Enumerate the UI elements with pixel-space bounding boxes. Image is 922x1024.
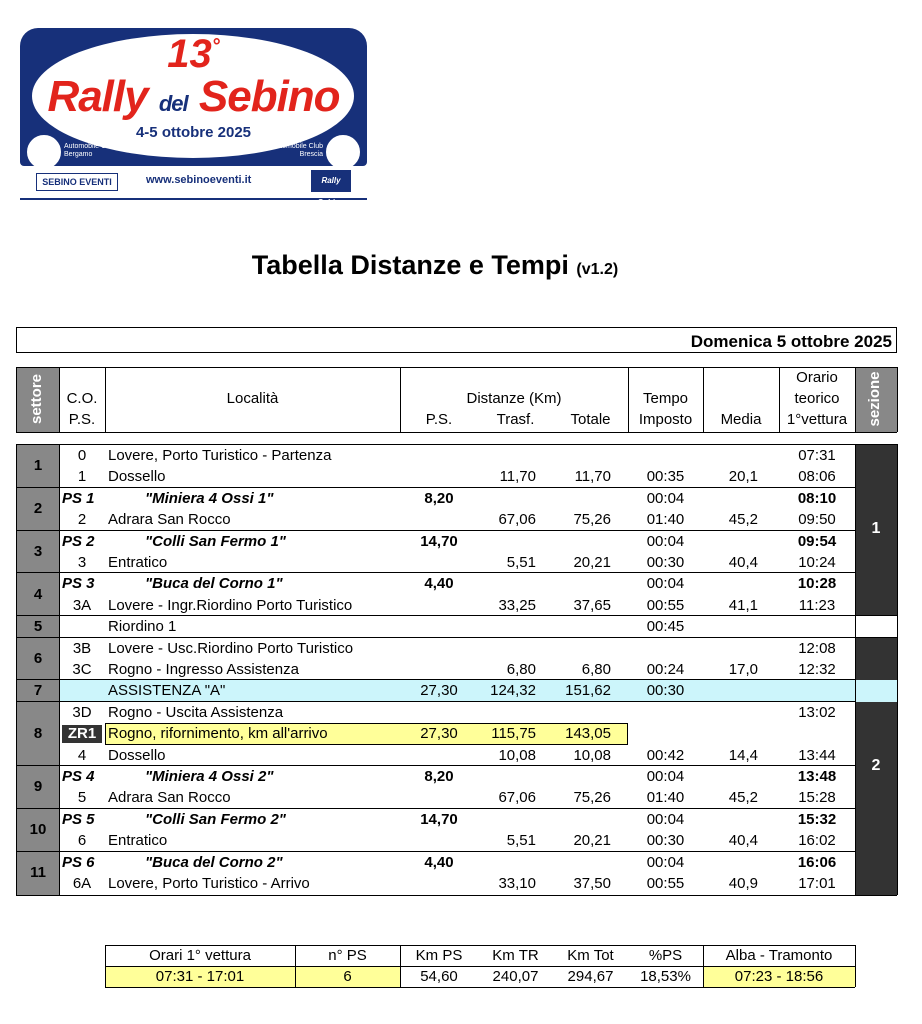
average-speed: 41,1 bbox=[728, 596, 758, 614]
imposed-time: 00:04 bbox=[646, 768, 685, 785]
total-km: 20,21 bbox=[573, 554, 611, 571]
settore-number: 9 bbox=[33, 778, 43, 796]
imposto-header: Imposto bbox=[638, 411, 693, 428]
total-km: 20,21 bbox=[573, 832, 611, 850]
location-name: Dossello bbox=[108, 746, 166, 764]
ps-km: 4,40 bbox=[424, 575, 454, 593]
stage-name: "Miniera 4 Ossi 2" bbox=[145, 768, 274, 785]
sezione-divider bbox=[855, 615, 897, 616]
localita-header: Località bbox=[226, 390, 279, 407]
scheduled-time: 17:01 bbox=[798, 875, 836, 892]
logo-edition: 13° bbox=[167, 32, 220, 76]
trasf-km: 67,06 bbox=[498, 511, 536, 529]
summary-bottom-line bbox=[105, 987, 855, 988]
scheduled-time: 16:06 bbox=[797, 853, 837, 871]
summary-value: 07:31 - 17:01 bbox=[155, 968, 245, 985]
dist-ps-header: P.S. bbox=[425, 411, 453, 428]
trasf-header: Trasf. bbox=[496, 411, 535, 428]
location-name: Rogno - Uscita Assistenza bbox=[108, 703, 284, 721]
imposed-time: 00:30 bbox=[646, 832, 685, 850]
scheduled-time: 10:28 bbox=[797, 575, 837, 593]
location-name: ASSISTENZA "A" bbox=[108, 682, 226, 700]
location-name: Lovere, Porto Turistico - Arrivo bbox=[108, 875, 310, 892]
trasf-km: 33,10 bbox=[498, 875, 536, 892]
club-left-label: Automobile Club Bergamo bbox=[64, 143, 116, 158]
header-col-line bbox=[16, 367, 17, 432]
header-col-line bbox=[897, 367, 898, 432]
trasf-km: 5,51 bbox=[506, 832, 536, 850]
total-km: 151,62 bbox=[565, 682, 611, 700]
location-name: Entratico bbox=[108, 832, 168, 850]
summary-value: 240,07 bbox=[492, 968, 539, 985]
settore-number: 11 bbox=[30, 864, 46, 881]
stage-name: "Buca del Corno 2" bbox=[145, 853, 283, 871]
scheduled-time: 09:54 bbox=[797, 532, 837, 550]
header-col-line bbox=[855, 367, 856, 432]
scheduled-time: 09:50 bbox=[798, 511, 836, 529]
scheduled-time: 13:02 bbox=[798, 703, 836, 721]
tempo-header: Tempo bbox=[642, 390, 689, 407]
orario-header-3: 1°vettura bbox=[786, 411, 848, 428]
average-speed: 14,4 bbox=[728, 746, 758, 764]
location-name: Lovere - Ingr.Riordino Porto Turistico bbox=[108, 596, 353, 614]
location-name: Adrara San Rocco bbox=[108, 511, 231, 529]
stage-code: PS 6 bbox=[62, 853, 95, 871]
logo-footer bbox=[20, 168, 367, 207]
control-code: ZR1 bbox=[67, 725, 97, 743]
control-code: 3D bbox=[72, 703, 92, 721]
trasf-km: 5,51 bbox=[506, 554, 536, 571]
scheduled-time: 08:06 bbox=[798, 468, 836, 486]
stage-code: PS 3 bbox=[62, 575, 95, 593]
scheduled-time: 15:32 bbox=[797, 810, 837, 828]
imposed-time: 00:30 bbox=[646, 682, 685, 700]
scheduled-time: 13:44 bbox=[798, 746, 836, 764]
settore-number: 8 bbox=[33, 724, 43, 742]
imposed-time: 00:35 bbox=[646, 468, 685, 486]
total-km: 37,50 bbox=[573, 875, 611, 892]
summary-value: 54,60 bbox=[420, 968, 458, 985]
orario-header-2: teorico bbox=[794, 390, 840, 407]
average-speed: 40,4 bbox=[728, 832, 758, 850]
day-header: Domenica 5 ottobre 2025 bbox=[16, 327, 897, 353]
control-code: 3B bbox=[72, 639, 92, 657]
total-km: 6,80 bbox=[581, 661, 611, 678]
stage-name: "Colli San Fermo 1" bbox=[145, 532, 286, 550]
body-col-line bbox=[897, 444, 898, 895]
imposed-time: 00:04 bbox=[646, 853, 685, 871]
logo-banner bbox=[20, 28, 367, 166]
average-speed: 17,0 bbox=[728, 661, 758, 678]
imposed-time: 00:30 bbox=[646, 554, 685, 571]
page-title: Tabella Distanze e Tempi (v1.2) bbox=[251, 250, 619, 280]
summary-header: %PS bbox=[648, 947, 683, 964]
control-code: 4 bbox=[77, 746, 87, 764]
club-right-label: Automobile Club Brescia bbox=[271, 143, 323, 158]
location-name: Entratico bbox=[108, 554, 168, 571]
trasf-km: 115,75 bbox=[491, 725, 536, 743]
settore-number: 7 bbox=[33, 682, 43, 700]
rally-logo bbox=[20, 28, 367, 207]
trasf-km: 67,06 bbox=[498, 789, 536, 807]
location-name: Adrara San Rocco bbox=[108, 789, 231, 807]
sezione-number: 1 bbox=[871, 520, 881, 538]
location-name: Rogno, rifornimento, km all'arrivo bbox=[108, 725, 328, 743]
stage-name: "Miniera 4 Ossi 1" bbox=[145, 489, 274, 507]
stage-code: PS 5 bbox=[62, 810, 95, 828]
imposed-time: 00:24 bbox=[646, 661, 685, 678]
sezione-header: sezione bbox=[866, 371, 883, 427]
summary-value: 6 bbox=[343, 968, 352, 985]
ps-km: 14,70 bbox=[420, 810, 458, 828]
sezione-divider bbox=[855, 637, 897, 638]
imposed-time: 00:04 bbox=[646, 489, 685, 507]
total-km: 37,65 bbox=[573, 596, 611, 614]
distanze-header: Distanze (Km) bbox=[466, 390, 562, 407]
summary-header: Orari 1° vettura bbox=[149, 947, 251, 964]
average-speed: 40,4 bbox=[728, 554, 758, 571]
trasf-km: 124,32 bbox=[490, 682, 536, 700]
rally-sebino-mini-logo: Rally Sebino bbox=[311, 170, 351, 192]
scheduled-time: 12:32 bbox=[798, 661, 836, 678]
logo-dates: 4-5 ottobre 2025 bbox=[135, 124, 252, 141]
location-name: Lovere, Porto Turistico - Partenza bbox=[108, 447, 332, 464]
scheduled-time: 15:28 bbox=[798, 789, 836, 807]
ps-header: P.S. bbox=[68, 411, 96, 428]
control-code: 3A bbox=[72, 596, 92, 614]
stage-name: "Buca del Corno 1" bbox=[145, 575, 283, 593]
summary-header: n° PS bbox=[328, 947, 367, 964]
trasf-km: 33,25 bbox=[498, 596, 536, 614]
orario-header-1: Orario bbox=[796, 369, 838, 386]
settore-number: 6 bbox=[33, 650, 43, 667]
total-km: 75,26 bbox=[573, 789, 611, 807]
imposed-time: 00:04 bbox=[646, 810, 685, 828]
control-code: 5 bbox=[77, 789, 87, 807]
summary-value: 294,67 bbox=[567, 968, 614, 985]
trasf-km: 11,70 bbox=[499, 468, 536, 486]
settore-number: 1 bbox=[33, 457, 43, 475]
trasf-km: 6,80 bbox=[506, 661, 536, 678]
imposed-time: 01:40 bbox=[646, 511, 685, 529]
stage-code: PS 2 bbox=[62, 532, 95, 550]
media-header: Media bbox=[720, 411, 762, 428]
settore-number: 2 bbox=[33, 500, 43, 518]
imposed-time: 00:04 bbox=[646, 532, 685, 550]
co-header: C.O. bbox=[66, 390, 98, 407]
location-name: Lovere - Usc.Riordino Porto Turistico bbox=[108, 639, 354, 657]
summary-header: Km PS bbox=[415, 947, 463, 964]
imposed-time: 01:40 bbox=[646, 789, 685, 807]
total-km: 10,08 bbox=[573, 746, 611, 764]
control-code: 1 bbox=[77, 468, 87, 486]
body-bottom-line bbox=[16, 895, 897, 896]
settore-number: 3 bbox=[33, 543, 43, 560]
settore-number: 5 bbox=[33, 617, 43, 635]
total-km: 75,26 bbox=[573, 511, 611, 529]
average-speed: 45,2 bbox=[728, 789, 758, 807]
totale-header: Totale bbox=[570, 411, 611, 428]
ps-km: 8,20 bbox=[424, 768, 454, 785]
body-col-line bbox=[855, 444, 856, 895]
ps-km: 8,20 bbox=[424, 489, 454, 507]
scheduled-time: 08:10 bbox=[797, 489, 837, 507]
location-name: Rogno - Ingresso Assistenza bbox=[108, 661, 299, 678]
imposed-time: 00:42 bbox=[646, 746, 685, 764]
summary-value: 07:23 - 18:56 bbox=[734, 968, 824, 985]
ps-km: 4,40 bbox=[424, 853, 454, 871]
website-link[interactable]: www.sebinoeventi.it bbox=[146, 174, 252, 186]
scheduled-time: 13:48 bbox=[797, 768, 837, 785]
control-code: 3 bbox=[77, 554, 87, 571]
ps-km: 27,30 bbox=[420, 682, 458, 700]
control-code: 0 bbox=[77, 447, 87, 464]
stage-name: "Colli San Fermo 2" bbox=[145, 810, 286, 828]
summary-header: Km Tot bbox=[567, 947, 614, 964]
scheduled-time: 16:02 bbox=[798, 832, 836, 850]
aci-brescia-emblem-icon bbox=[324, 133, 362, 166]
stage-code: PS 1 bbox=[62, 489, 95, 507]
average-speed: 20,1 bbox=[728, 468, 758, 486]
header-top-line bbox=[16, 367, 897, 368]
average-speed: 45,2 bbox=[728, 511, 758, 529]
imposed-time: 00:55 bbox=[646, 875, 685, 892]
imposed-time: 00:04 bbox=[646, 575, 685, 593]
summary-value: 18,53% bbox=[640, 968, 691, 985]
summary-col-line bbox=[855, 945, 856, 987]
imposed-time: 00:45 bbox=[646, 618, 685, 636]
summary-header: Km TR bbox=[492, 947, 539, 964]
stage-code: PS 4 bbox=[62, 768, 95, 785]
control-code: 2 bbox=[77, 511, 87, 529]
scheduled-time: 12:08 bbox=[798, 639, 836, 657]
summary-header: Alba - Tramonto bbox=[725, 947, 833, 964]
settore-header: settore bbox=[28, 373, 45, 425]
control-code: 3C bbox=[72, 661, 92, 678]
logo-title: Rally del Sebino bbox=[47, 72, 340, 121]
location-name: Dossello bbox=[108, 468, 166, 486]
settore-number: 10 bbox=[29, 821, 47, 839]
location-name: Riordino 1 bbox=[108, 618, 177, 636]
sebino-eventi-logo: SEBINO EVENTI bbox=[36, 173, 118, 191]
control-code: 6 bbox=[77, 832, 87, 850]
scheduled-time: 10:24 bbox=[798, 554, 836, 571]
aci-bergamo-emblem-icon bbox=[25, 133, 63, 166]
scheduled-time: 07:31 bbox=[798, 447, 836, 464]
total-km: 143,05 bbox=[565, 725, 611, 743]
ps-km: 14,70 bbox=[420, 532, 458, 550]
imposed-time: 00:55 bbox=[646, 596, 685, 614]
total-km: 11,70 bbox=[574, 468, 611, 486]
scheduled-time: 11:23 bbox=[798, 596, 836, 614]
settore-number: 4 bbox=[33, 585, 43, 603]
sezione-number: 2 bbox=[871, 756, 881, 774]
header-bottom-line bbox=[16, 432, 897, 433]
ps-km: 27,30 bbox=[420, 725, 458, 743]
trasf-km: 10,08 bbox=[498, 746, 536, 764]
control-code: 6A bbox=[72, 875, 92, 892]
average-speed: 40,9 bbox=[728, 875, 758, 892]
